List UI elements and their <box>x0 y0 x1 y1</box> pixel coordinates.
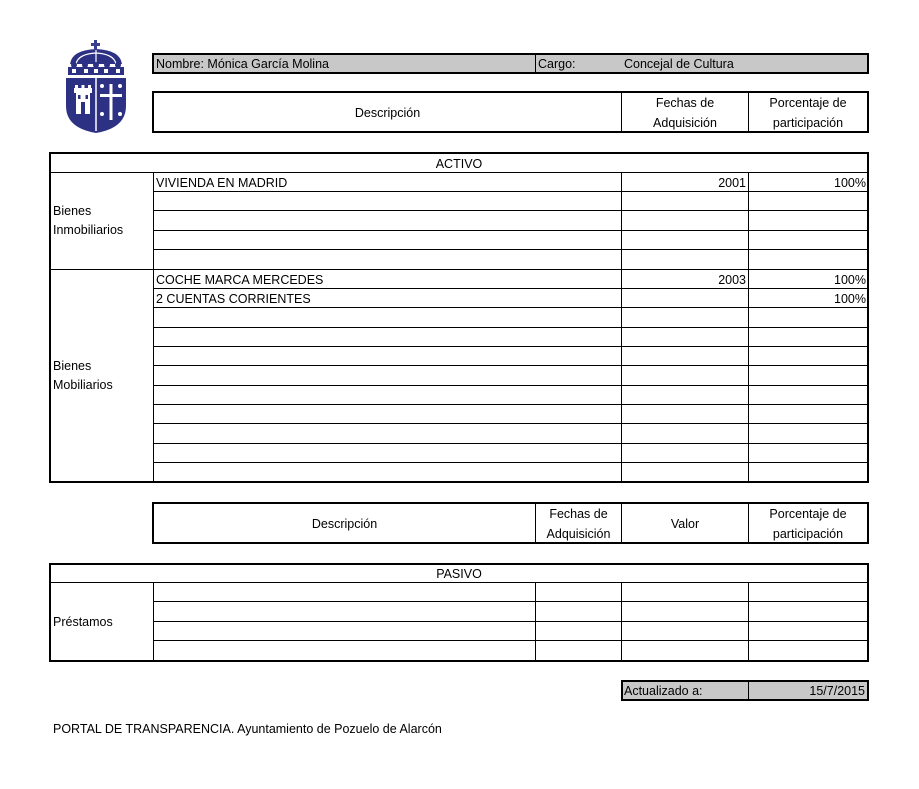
pasivo-porcentaje-header-1: Porcentaje de <box>769 507 847 521</box>
cargo-value: Concejal de Cultura <box>624 57 734 71</box>
mobiliario-porcentaje-2: 100% <box>834 292 866 306</box>
prestamos-label: Préstamos <box>53 615 113 629</box>
activo-table <box>49 152 869 483</box>
coat-of-arms-icon <box>62 40 130 135</box>
pasivo-title: PASIVO <box>436 567 482 581</box>
bienes-mobiliarios-label-2: Mobiliarios <box>53 378 113 392</box>
pasivo-descripcion-header: Descripción <box>311 517 378 531</box>
updated-value: 15/7/2015 <box>809 684 865 698</box>
cargo-label: Cargo: <box>538 57 576 71</box>
activo-descripcion-header: Descripción <box>354 106 421 120</box>
pasivo-valor-header: Valor <box>670 517 700 531</box>
bienes-inmobiliarios-label-1: Bienes <box>53 204 92 218</box>
inmobiliario-descripcion: VIVIENDA EN MADRID <box>156 176 288 190</box>
pasivo-fechas-header-1: Fechas de <box>549 507 608 521</box>
mobiliario-descripcion-2: 2 CUENTAS CORRIENTES <box>156 292 311 306</box>
activo-fechas-header-1: Fechas de <box>655 96 715 110</box>
bienes-mobiliarios-label-1: Bienes <box>53 359 92 373</box>
mobiliario-descripcion-1: COCHE MARCA MERCEDES <box>156 273 324 287</box>
updated-label: Actualizado a: <box>624 684 703 698</box>
bienes-inmobiliarios-label-2: Inmobiliarios <box>53 223 124 237</box>
mobiliario-porcentaje-1: 100% <box>834 273 866 287</box>
inmobiliario-fecha: 2001 <box>718 176 746 190</box>
activo-title: ACTIVO <box>435 157 483 171</box>
activo-porcentaje-header-1: Porcentaje de <box>769 96 847 110</box>
activo-fechas-header-2: Adquisición <box>653 116 717 130</box>
nombre-text: Nombre: Mónica García Molina <box>156 57 329 71</box>
activo-porcentaje-header-2: participación <box>772 116 844 130</box>
pasivo-fechas-header-2: Adquisición <box>546 527 611 541</box>
mobiliario-fecha-1: 2003 <box>718 273 746 287</box>
footer-text: PORTAL DE TRANSPARENCIA. Ayuntamiento de Pozuelo de Alarcón <box>53 722 442 736</box>
pasivo-porcentaje-header-2: participación <box>772 527 844 541</box>
inmobiliario-porcentaje: 100% <box>834 176 866 190</box>
